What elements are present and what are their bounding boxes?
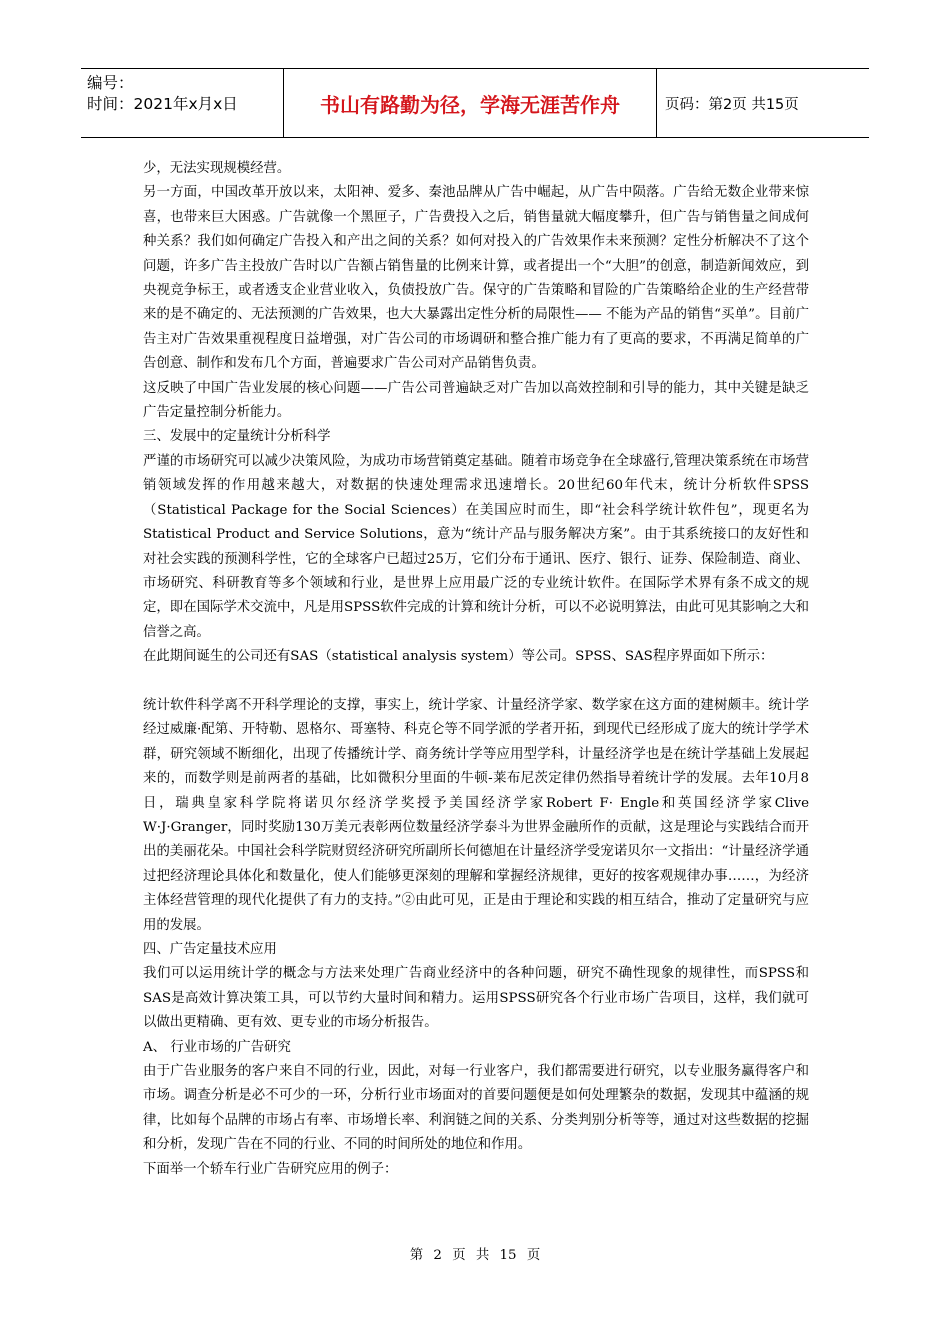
document-date: 时间：2021年x月x日 xyxy=(87,95,238,113)
footer-label: 页 xyxy=(452,1248,466,1263)
paragraph: 严谨的市场研究可以减少决策风险，为成功市场营销奠定基础。随着市场竞争在全球盛行,管理决策系统在市场营销领域发挥的作用越来越大，对数据的快速处理需求迅速增长。20世纪60年代末，统计分析软件SPSS（Statistical Package for the Social Sciences）在美国应时而生，即“社会科学统计软件包”，现更名为Statistical Product and Service Solutions，意为“统计产品与服务解决方案”。由于其系统接口的友好性和对社会实践的预测科学性，它的全球客户已超过25万，它们分布于通讯、医疗、银行、证券、保险制造、商业、市场研究、科研教育等多个领域和行业，是世界上应用最广泛的专业统计软件。在国际学术界有条不成文的规定，即在国际学术交流中，凡是用SPSS软件完成的计算和统计分析，可以不必说明算法，由此可见其影响之大和信誉之高。 xyxy=(143,453,809,640)
section-heading: 四、广告定量技术应用 xyxy=(143,941,277,957)
footer-total-pages: 15 xyxy=(499,1248,517,1263)
page-footer xyxy=(0,1244,950,1263)
footer-label: 共 xyxy=(475,1248,490,1263)
paragraph: 我们可以运用统计学的概念与方法来处理广告商业经济中的各种问题，研究不确性现象的规律性，而SPSS和SAS是高效计算决策工具，可以节约大量时间和精力。运用SPSS研究各个行业市场广告项目，这样，我们就可以做出更精确、更有效、更专业的市场分析报告。 xyxy=(143,966,809,1031)
paragraph: 这反映了中国广告业发展的核心问题——广告公司普遍缺乏对广告加以高效控制和引导的能力，其中关键是缺乏广告定量控制分析能力。 xyxy=(143,380,809,421)
paragraph: 由于广告业服务的客户来自不同的行业，因此，对每一行业客户，我们都需要进行研究，以专业服务赢得客户和市场。调查分析是必不可少的一环，分析行业市场面对的首要问题便是如何处理繁杂的数据，发现其中蕴涵的规律，比如每个品牌的市场占有率、市场增长率、利润链之间的关系、分类判别分析等等，通过对这些数据的挖掘和分析，发现广告在不同的行业、不同的时间所处的地位和作用。 xyxy=(143,1064,809,1153)
document-number: 编号： xyxy=(87,74,134,92)
paragraph: 统计软件科学离不开科学理论的支撑，事实上，统计学家、计量经济学家、数学家在这方面的建树颇丰。统计学经过威廉·配第、开特勒、恩格尔、哥塞特、科克仑等不同学派的学者开拓，到现代已经形成了庞大的统计学学术群，研究领域不断细化，出现了传播统计学、商务统计学等应用型学科，计量经济学也是在统计学基础上发展起来的，而数学则是前两者的基础，比如微积分里面的牛顿-莱布尼茨定律仍然指导着统计学的发展。去年10月8日，瑞典皇家科学院将诺贝尔经济学奖授予美国经济学家Robert F· Engle和英国经济学家Clive W·J·Granger，同时奖励130万美元表彰两位数量经济学泰斗为世界金融所作的贡献，这是理论与实践结合而开出的美丽花朵。中国社会科学院财贸经济研究所副所长何德旭在计量经济学受宠诺贝尔一文指出：“计量经济学通过把经济理论具体化和数量化，使人们能够更深刻的理解和掌握经济规律，更好的按客观规律办事……，为经济主体经营管理的现代化提供了有力的支持。”②由此可见，正是由于理论和实践的相互结合，推动了定量研究与应用的发展。 xyxy=(143,697,809,933)
footer-label: 第 xyxy=(409,1248,424,1263)
subsection-heading: A、 行业市场的广告研究 xyxy=(143,1039,291,1055)
footer-label: 页 xyxy=(526,1248,541,1263)
header-meta xyxy=(81,69,284,137)
paragraph: 在此期间诞生的公司还有SAS（statistical analysis system）等公司。SPSS、SAS程序界面如下所示： xyxy=(143,649,774,665)
paragraph: 另一方面，中国改革开放以来，太阳神、爱多、秦池品牌从广告中崛起，从广告中陨落。广告给无数企业带来惊喜，也带来巨大困惑。广告就像一个黑匣子，广告费投入之后，销售量就大幅度攀升，但广告与销售量之间成何种关系？我们如何确定广告投入和产出之间的关系？如何对投入的广告效果作未来预测？定性分析解决不了这个问题，许多广告主投放广告时以广告额占销售量的比例来计算，或者提出一个“大胆”的创意，制造新闻效应，到央视竞争标王，或者透支企业营业收入，负债投放广告。保守的广告策略和冒险的广告策略给企业的生产经营带来的是不确定的、无法预测的广告效果，也大大暴露出定性分析的局限性—— 不能为产品的销售“买单”。目前广告主对广告效果重视程度日益增强，对广告公司的市场调研和整合推广能力有了更高的要求，不再满足简单的广告创意、制作和发布几个方面，普遍要求广告公司对产品销售负责。 xyxy=(143,185,809,372)
document-body xyxy=(143,157,809,1182)
paragraph: 下面举一个轿车行业广告研究应用的例子： xyxy=(143,1161,398,1177)
paragraph: 少，无法实现规模经营。 xyxy=(143,161,291,176)
header-page-info: 页码：第2页 共15页 xyxy=(665,96,799,113)
footer-page-number: 2 xyxy=(433,1248,442,1263)
section-heading: 三、发展中的定量统计分析科学 xyxy=(143,429,331,445)
page-header xyxy=(81,68,869,138)
header-motto: 书山有路勤为径，学海无涯苦作舟 xyxy=(284,69,657,137)
blank-line xyxy=(143,670,809,694)
